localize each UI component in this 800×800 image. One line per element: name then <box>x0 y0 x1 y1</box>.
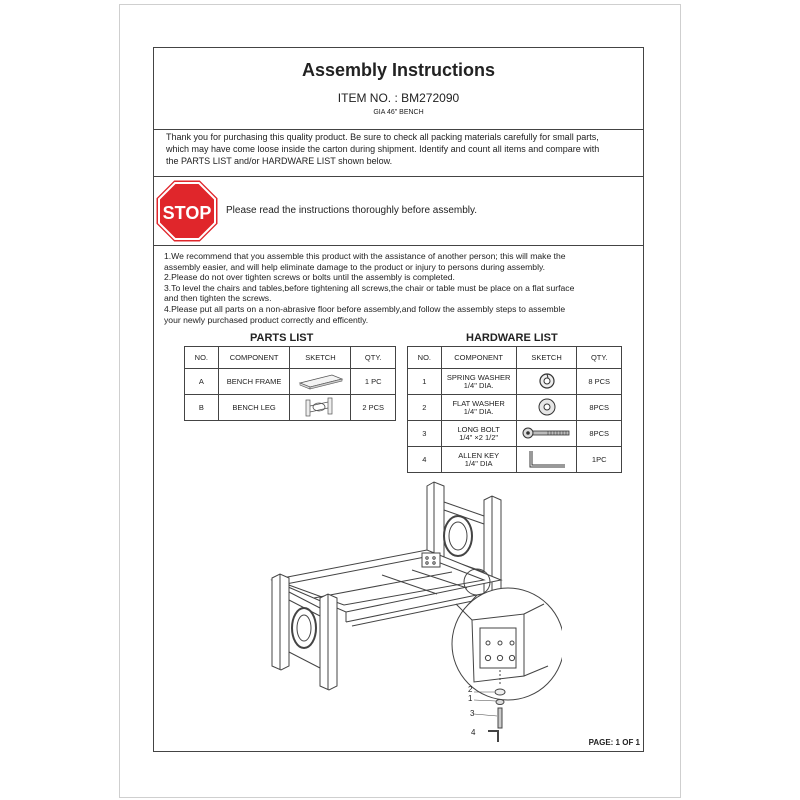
rule-line: your newly purchased product correctly and efficently. <box>164 314 369 325</box>
rule-line: and then tighten the screws. <box>164 293 272 304</box>
column-header: SKETCH <box>516 347 577 369</box>
column-header: QTY. <box>577 347 622 369</box>
stop-message: Please read the instructions thoroughly before assembly. <box>226 205 478 216</box>
hardware-quantity: 1PC <box>577 447 622 473</box>
hardware-quantity: 8 PCS <box>577 369 622 395</box>
hardware-number: 2 <box>408 395 442 421</box>
long-bolt-icon <box>516 421 577 447</box>
callout-number: 3 <box>470 709 475 718</box>
hardware-quantity: 8PCS <box>577 421 622 447</box>
hardware-size: 1/4" DIA <box>464 458 493 468</box>
rule-line: 1.We recommend that you assemble this product with the assistance of another person; this will make the <box>164 251 566 261</box>
parts-list-title: PARTS LIST <box>250 332 314 344</box>
divider-line <box>153 129 644 130</box>
hardware-size: 1/4" DIA. <box>463 380 494 390</box>
table-row <box>408 421 622 447</box>
bench-leg-sketch <box>290 395 351 421</box>
table-row <box>408 369 622 395</box>
allen-key-icon <box>516 447 577 473</box>
hardware-component <box>441 369 516 395</box>
callout-number: 4 <box>471 728 476 737</box>
part-quantity: 2 PCS <box>351 395 396 421</box>
divider-line <box>153 245 644 246</box>
intro-line: the PARTS LIST and/or HARDWARE LIST shown below. <box>166 156 393 166</box>
page-number: PAGE: 1 OF 1 <box>588 738 640 747</box>
column-header: SKETCH <box>290 347 351 369</box>
hardware-size: 1/4" ×2 1/2" <box>459 432 499 442</box>
product-subtitle: GIA 46" BENCH <box>373 109 424 116</box>
hardware-list-title: HARDWARE LIST <box>466 332 558 344</box>
column-header: NO. <box>408 347 442 369</box>
intro-line: which may have come loose inside the carton during shipment. Identify and count all items and compare with <box>166 144 600 154</box>
table-row <box>408 447 622 473</box>
column-header: NO. <box>185 347 219 369</box>
rule-line: assembly easier, and will help eliminate damage to the product or injury to persons during assembly. <box>164 261 546 272</box>
hardware-name: FLAT WASHER <box>452 398 505 408</box>
hardware-component <box>441 421 516 447</box>
part-component: BENCH FRAME <box>218 369 290 395</box>
part-component: BENCH LEG <box>218 395 290 421</box>
callout-number: 2 <box>468 685 473 694</box>
page-title: Assembly Instructions <box>301 60 496 80</box>
rule-line: 3.To level the chairs and tables,before tightening all screws,the chair or table must be place on a flat surface <box>164 282 575 293</box>
hardware-name: LONG BOLT <box>457 424 500 434</box>
hardware-number: 3 <box>408 421 442 447</box>
hardware-number: 1 <box>408 369 442 395</box>
spring-washer-icon <box>516 369 577 395</box>
hardware-name: ALLEN KEY <box>458 450 500 460</box>
column-header: COMPONENT <box>441 347 516 369</box>
part-number: A <box>185 369 219 395</box>
table-row <box>185 395 396 421</box>
hardware-size: 1/4" DIA. <box>463 406 494 416</box>
assembly-diagram <box>262 480 562 745</box>
parts-list-table <box>184 346 396 421</box>
hardware-component <box>441 447 516 473</box>
safety-rules <box>164 251 638 325</box>
rule-line: 2.Please do not over tighten screws or bolts until the assembly is completed. <box>164 272 455 283</box>
rule-line: 4.Please put all parts on a non-abrasive floor before assembly,and follow the assembly steps to assemble <box>164 303 566 314</box>
hardware-name: SPRING WASHER <box>446 372 511 382</box>
intro-line: Thank you for purchasing this quality product. Be sure to check all packing materials carefully for small parts, <box>166 132 599 142</box>
column-header: QTY. <box>351 347 396 369</box>
hardware-quantity: 8PCS <box>577 395 622 421</box>
hardware-number: 4 <box>408 447 442 473</box>
bench-frame-sketch <box>290 369 351 395</box>
part-number: B <box>185 395 219 421</box>
table-row <box>408 395 622 421</box>
hardware-list-table <box>407 346 622 473</box>
part-quantity: 1 PC <box>351 369 396 395</box>
intro-paragraph <box>166 131 636 167</box>
stop-sign-text: STOP <box>162 203 212 223</box>
column-header: COMPONENT <box>218 347 290 369</box>
item-number: ITEM NO. : BM272090 <box>337 91 460 105</box>
stop-sign-icon <box>155 179 219 243</box>
hardware-component <box>441 395 516 421</box>
table-row <box>185 369 396 395</box>
divider-line <box>153 176 644 177</box>
callout-number: 1 <box>468 694 473 703</box>
flat-washer-icon <box>516 395 577 421</box>
